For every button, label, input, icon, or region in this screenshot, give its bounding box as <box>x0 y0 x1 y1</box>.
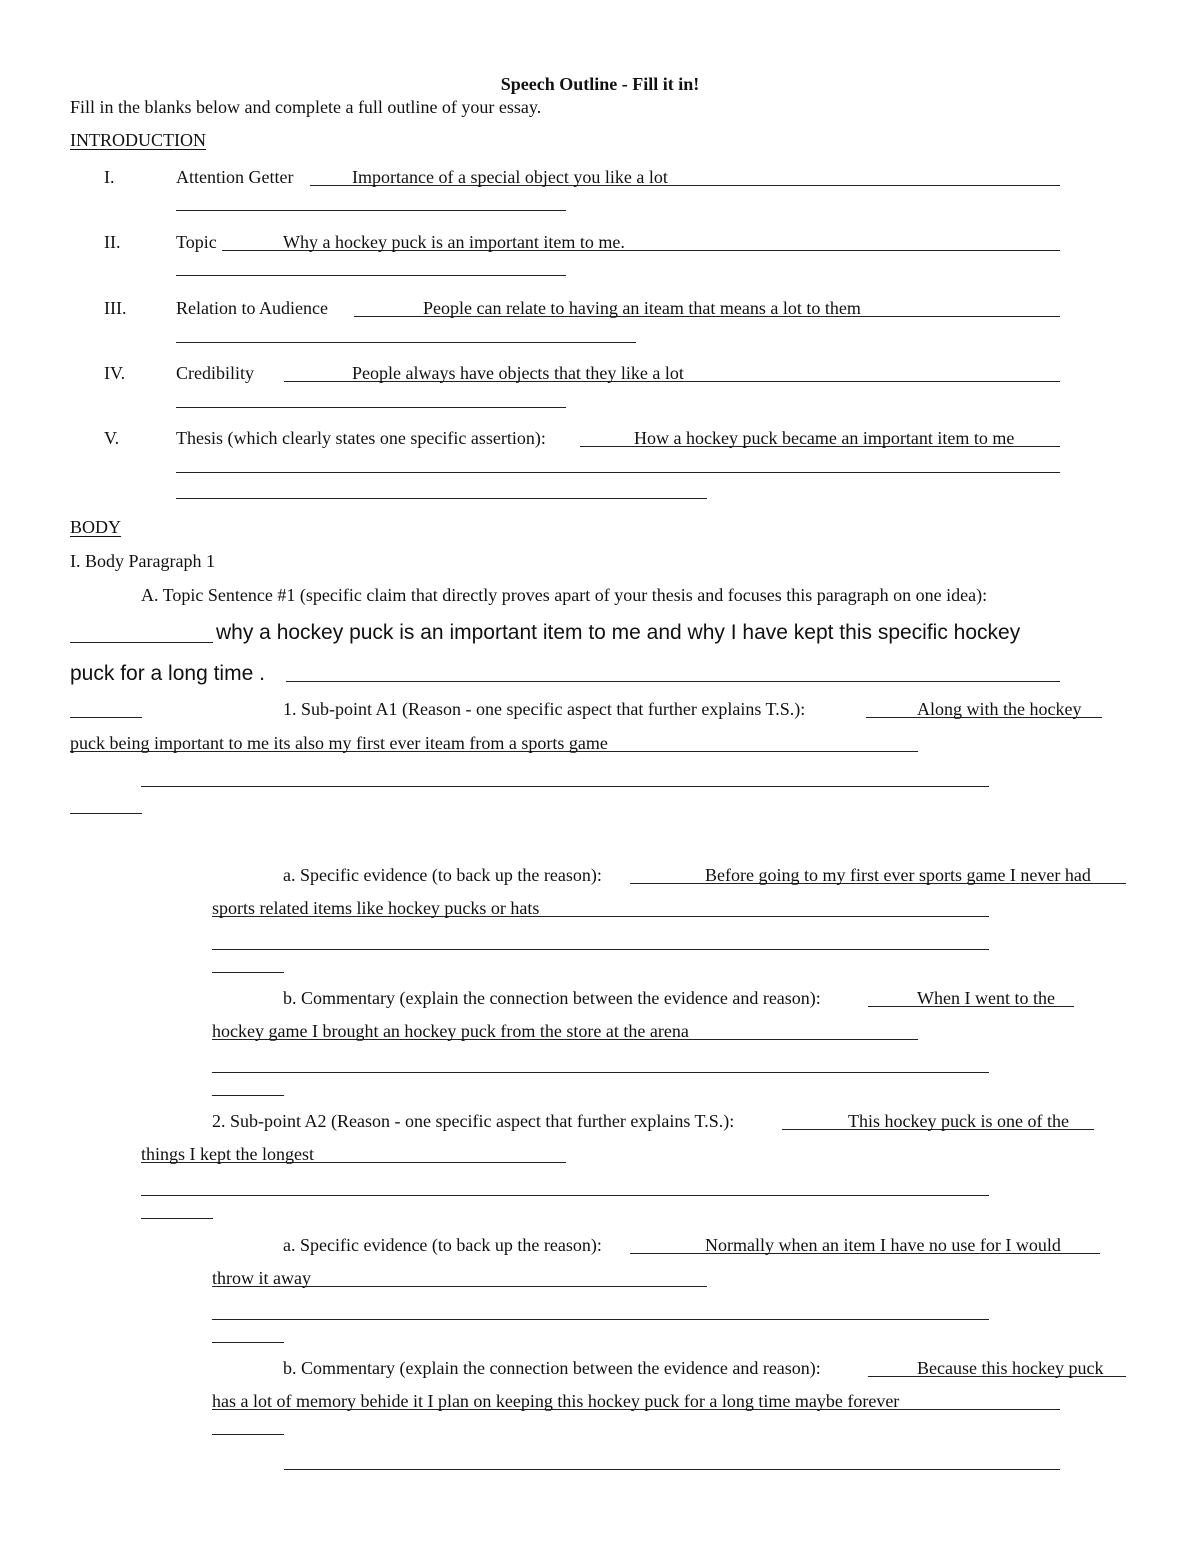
sub2-evidence-answer-1[interactable]: Normally when an item I have no use for I would <box>705 1235 1061 1255</box>
intro-numeral-1: I. <box>104 167 115 187</box>
sub2-commentary-prompt: b. Commentary (explain the connection between the evidence and reason): <box>283 1358 821 1378</box>
intro-heading: INTRODUCTION <box>70 130 206 150</box>
topic-sentence-line <box>286 681 1060 682</box>
topic-sentence-prompt: A. Topic Sentence #1 (specific claim that directly proves apart of your thesis and focuses this paragraph on one idea): <box>141 585 988 605</box>
sub2-line-3 <box>141 1195 989 1196</box>
relation-answer[interactable]: People can relate to having an iteam that means a lot to them <box>423 298 861 318</box>
topic-sentence-answer-2[interactable]: puck for a long time . <box>70 662 265 685</box>
sub1-commentary-line-4 <box>212 1095 284 1096</box>
credibility-answer[interactable]: People always have objects that they like a lot <box>352 363 684 383</box>
body-heading: BODY <box>70 517 122 537</box>
topic-line-2 <box>176 275 566 276</box>
sub2-commentary-line-4 <box>284 1469 1060 1470</box>
sub2-commentary-answer-2[interactable]: has a lot of memory behide it I plan on keeping this hockey puck for a long time maybe forever <box>212 1391 900 1411</box>
sub2-answer-2[interactable]: things I kept the longest <box>141 1144 314 1164</box>
intro-numeral-2: II. <box>104 232 121 252</box>
sub1-commentary-answer-1[interactable]: When I went to the <box>917 988 1055 1008</box>
sub1-evidence-answer-1[interactable]: Before going to my first ever sports game I never had <box>705 865 1091 885</box>
topic-label: Topic <box>176 232 217 252</box>
thesis-label: Thesis (which clearly states one specific assertion): <box>176 428 546 448</box>
credibility-label: Credibility <box>176 363 254 383</box>
sub2-evidence-prompt: a. Specific evidence (to back up the reason): <box>283 1235 602 1255</box>
topic-answer[interactable]: Why a hockey puck is an important item to me. <box>283 232 625 252</box>
topic-sentence-lead-line <box>70 642 213 643</box>
sub1-lead-line <box>70 717 142 718</box>
sub1-line-3 <box>141 786 989 787</box>
sub2-line-4 <box>141 1218 213 1219</box>
attention-getter-line-2 <box>176 210 566 211</box>
sub2-commentary-line-3 <box>212 1434 284 1435</box>
thesis-line-3 <box>176 498 707 499</box>
relation-label: Relation to Audience <box>176 298 328 318</box>
sub2-evidence-answer-2[interactable]: throw it away <box>212 1268 311 1288</box>
sub1-evidence-line-4 <box>212 972 284 973</box>
sub1-commentary-line-3 <box>212 1072 989 1073</box>
intro-numeral-4: IV. <box>104 363 126 383</box>
body-paragraph-1-label: I. Body Paragraph 1 <box>70 551 215 571</box>
sub1-commentary-prompt: b. Commentary (explain the connection between the evidence and reason): <box>283 988 821 1008</box>
intro-numeral-3: III. <box>104 298 127 318</box>
topic-sentence-answer-1[interactable]: why a hockey puck is an important item to me and why I have kept this specific hockey <box>216 621 1021 644</box>
sub1-line-4 <box>70 813 142 814</box>
thesis-answer[interactable]: How a hockey puck became an important item to me <box>634 428 1015 448</box>
intro-numeral-5: V. <box>104 428 120 448</box>
sub1-evidence-prompt: a. Specific evidence (to back up the reason): <box>283 865 602 885</box>
sub1-prompt: 1. Sub-point A1 (Reason - one specific aspect that further explains T.S.): <box>283 699 806 719</box>
thesis-line-2 <box>176 472 1060 473</box>
sub1-evidence-answer-2[interactable]: sports related items like hockey pucks or hats <box>212 898 540 918</box>
sub1-answer-2[interactable]: puck being important to me its also my first ever iteam from a sports game <box>70 733 608 753</box>
credibility-line-2 <box>176 407 566 408</box>
sub1-evidence-line-3 <box>212 949 989 950</box>
instructions: Fill in the blanks below and complete a full outline of your essay. <box>70 97 542 117</box>
attention-getter-label: Attention Getter <box>176 167 294 187</box>
attention-getter-answer[interactable]: Importance of a special object you like a lot <box>352 167 668 187</box>
relation-line-2 <box>176 342 636 343</box>
sub1-answer-1[interactable]: Along with the hockey <box>917 699 1082 719</box>
sub2-evidence-line-4 <box>212 1342 284 1343</box>
sub2-answer-1[interactable]: This hockey puck is one of the <box>848 1111 1069 1131</box>
sub2-evidence-line-3 <box>212 1319 989 1320</box>
sub2-prompt: 2. Sub-point A2 (Reason - one specific aspect that further explains T.S.): <box>212 1111 735 1131</box>
page-title: Speech Outline - Fill it in! <box>500 74 700 94</box>
sub2-commentary-answer-1[interactable]: Because this hockey puck <box>917 1358 1104 1378</box>
sub1-commentary-answer-2[interactable]: hockey game I brought an hockey puck from the store at the arena <box>212 1021 689 1041</box>
